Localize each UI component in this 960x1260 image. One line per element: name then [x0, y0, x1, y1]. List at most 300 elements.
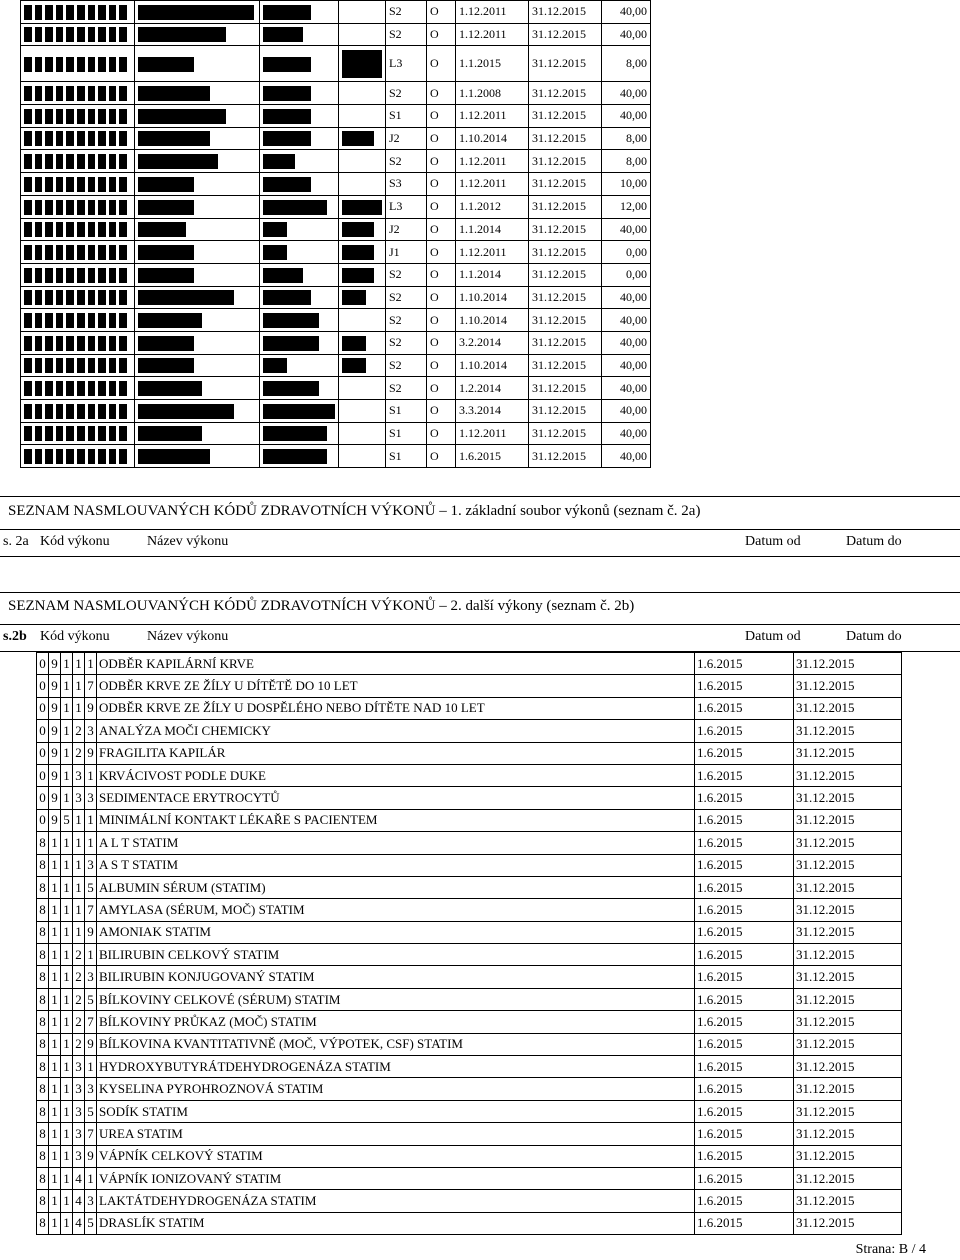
redacted-code: [21, 46, 135, 82]
redaction-block: [263, 426, 327, 441]
redacted-cell: [135, 150, 260, 173]
code-digit: 1: [73, 832, 85, 854]
staff-category: S2: [386, 150, 427, 173]
staff-date-from: 1.10.2014: [456, 309, 529, 332]
redacted-cell: [135, 263, 260, 286]
code-digit: 1: [61, 675, 73, 697]
staff-type: O: [427, 1, 456, 24]
redacted-cell: [260, 105, 339, 128]
table-row: [37, 944, 902, 966]
table-row: [37, 899, 902, 921]
staff-type: O: [427, 105, 456, 128]
redacted-code: [21, 286, 135, 309]
redacted-cell: [135, 127, 260, 150]
staff-type: O: [427, 354, 456, 377]
code-digit: 5: [85, 1212, 97, 1234]
redaction-block: [263, 200, 327, 215]
code-digit: 1: [73, 653, 85, 675]
code-digit: 2: [73, 944, 85, 966]
staff-date-to: 31.12.2015: [529, 195, 602, 218]
code-digit: 1: [49, 1190, 61, 1212]
staff-hours: 40,00: [602, 445, 651, 468]
redacted-code: [21, 263, 135, 286]
code-digit: 1: [49, 1123, 61, 1145]
code-digit: 8: [37, 944, 49, 966]
redaction-block: [138, 109, 226, 124]
procedure-name: DRASLÍK STATIM: [97, 1212, 695, 1234]
staff-category: S2: [386, 286, 427, 309]
staff-hours: 40,00: [602, 286, 651, 309]
code-digit: 1: [49, 1145, 61, 1167]
redaction-block: [263, 358, 287, 373]
staff-hours: 40,00: [602, 105, 651, 128]
code-digit: 1: [49, 1167, 61, 1189]
staff-category: S1: [386, 445, 427, 468]
code-digit: 1: [49, 1056, 61, 1078]
date-from: 1.6.2015: [695, 809, 794, 831]
table-row: [37, 742, 902, 764]
redacted-cell: [260, 445, 339, 468]
redacted-cell: [135, 1, 260, 24]
redacted-cell: [339, 127, 386, 150]
staff-hours: 40,00: [602, 1, 651, 24]
code-digit: 3: [73, 1100, 85, 1122]
section-2b-col-nazev: Název výkonu: [147, 629, 229, 644]
redacted-cell: [260, 286, 339, 309]
staff-date-from: 1.10.2014: [456, 354, 529, 377]
redaction-block: [342, 290, 366, 305]
staff-date-to: 31.12.2015: [529, 1, 602, 24]
staff-date-from: 1.1.2014: [456, 263, 529, 286]
staff-date-to: 31.12.2015: [529, 46, 602, 82]
redacted-cell: [339, 23, 386, 46]
code-digit: 3: [73, 787, 85, 809]
redaction-block: [138, 86, 210, 101]
code-digit: 9: [49, 809, 61, 831]
redaction-block: [263, 27, 303, 42]
redacted-code: [21, 309, 135, 332]
staff-row: [21, 46, 651, 82]
procedure-name: VÁPNÍK IONIZOVANÝ STATIM: [97, 1167, 695, 1189]
staff-hours: 40,00: [602, 218, 651, 241]
redacted-cell: [339, 150, 386, 173]
redacted-cell: [260, 377, 339, 400]
date-from: 1.6.2015: [695, 832, 794, 854]
code-digit: 1: [49, 944, 61, 966]
staff-type: O: [427, 377, 456, 400]
redacted-cell: [260, 82, 339, 105]
staff-category: S2: [386, 82, 427, 105]
redaction-block: [263, 290, 311, 305]
code-digit: 1: [49, 966, 61, 988]
redacted-cell: [135, 173, 260, 196]
staff-category: S2: [386, 354, 427, 377]
staff-row: [21, 150, 651, 173]
staff-type: O: [427, 173, 456, 196]
staff-hours: 40,00: [602, 400, 651, 423]
date-from: 1.6.2015: [695, 1033, 794, 1055]
staff-row: [21, 286, 651, 309]
staff-type: O: [427, 23, 456, 46]
table-row: [37, 675, 902, 697]
date-from: 1.6.2015: [695, 1123, 794, 1145]
redacted-code: [21, 1, 135, 24]
redacted-cell: [135, 331, 260, 354]
code-digit: 1: [73, 899, 85, 921]
code-digit: 7: [85, 1011, 97, 1033]
redacted-cell: [260, 46, 339, 82]
redaction-block: [263, 313, 319, 328]
code-digit: 1: [73, 675, 85, 697]
staff-hours: 40,00: [602, 309, 651, 332]
code-digit: 8: [37, 832, 49, 854]
staff-date-from: 3.3.2014: [456, 400, 529, 423]
redaction-block: [263, 86, 311, 101]
table-row: [37, 921, 902, 943]
procedure-name: UREA STATIM: [97, 1123, 695, 1145]
staff-date-to: 31.12.2015: [529, 150, 602, 173]
code-digit: 0: [37, 787, 49, 809]
date-to: 31.12.2015: [794, 1167, 902, 1189]
table-row: [37, 1190, 902, 1212]
staff-category: S2: [386, 23, 427, 46]
staff-hours: 40,00: [602, 354, 651, 377]
code-digit: 1: [85, 653, 97, 675]
staff-date-from: 3.2.2014: [456, 331, 529, 354]
redacted-cell: [260, 173, 339, 196]
redacted-code: [21, 241, 135, 264]
code-digit: 2: [73, 720, 85, 742]
staff-row: [21, 173, 651, 196]
redaction-block: [342, 245, 374, 260]
redacted-cell: [260, 150, 339, 173]
table-row: [37, 720, 902, 742]
staff-category: L3: [386, 46, 427, 82]
staff-category: J2: [386, 127, 427, 150]
redacted-cell: [260, 23, 339, 46]
redaction-block: [138, 290, 234, 305]
procedure-name: VÁPNÍK CELKOVÝ STATIM: [97, 1145, 695, 1167]
redacted-cell: [339, 286, 386, 309]
redaction-block: [263, 5, 311, 20]
redacted-cell: [135, 82, 260, 105]
redacted-code: [21, 105, 135, 128]
staff-date-from: 1.1.2014: [456, 218, 529, 241]
procedure-name: FRAGILITA KAPILÁR: [97, 742, 695, 764]
redaction-block: [263, 404, 335, 419]
section-2a-col-s: s. 2a: [3, 534, 29, 549]
table-row: [37, 787, 902, 809]
procedure-name: ANALÝZA MOČI CHEMICKY: [97, 720, 695, 742]
redacted-cell: [260, 218, 339, 241]
code-digit: 8: [37, 1167, 49, 1189]
redacted-cell: [339, 195, 386, 218]
code-digit: 8: [37, 1078, 49, 1100]
table-row: [37, 1123, 902, 1145]
code-digit: 8: [37, 1056, 49, 1078]
code-digit: 0: [37, 653, 49, 675]
code-digit: 1: [61, 1212, 73, 1234]
procedure-name: BILIRUBIN KONJUGOVANÝ STATIM: [97, 966, 695, 988]
code-digit: 9: [85, 697, 97, 719]
redacted-code: [21, 445, 135, 468]
date-from: 1.6.2015: [695, 742, 794, 764]
staff-date-from: 1.10.2014: [456, 127, 529, 150]
staff-hours: 40,00: [602, 23, 651, 46]
staff-type: O: [427, 218, 456, 241]
code-digit: 4: [73, 1212, 85, 1234]
code-digit: 3: [73, 1078, 85, 1100]
table-row: [37, 1100, 902, 1122]
section-2a-top-rule: [0, 496, 960, 497]
staff-date-to: 31.12.2015: [529, 173, 602, 196]
staff-type: O: [427, 241, 456, 264]
table-row: [37, 764, 902, 786]
procedure-name: MINIMÁLNÍ KONTAKT LÉKAŘE S PACIENTEM: [97, 809, 695, 831]
date-from: 1.6.2015: [695, 653, 794, 675]
table-row: [37, 854, 902, 876]
staff-date-to: 31.12.2015: [529, 23, 602, 46]
staff-date-to: 31.12.2015: [529, 331, 602, 354]
date-from: 1.6.2015: [695, 966, 794, 988]
staff-row: [21, 331, 651, 354]
code-digit: 1: [61, 1078, 73, 1100]
table-row: [37, 876, 902, 898]
redaction-block: [263, 222, 287, 237]
redaction-block: [138, 313, 202, 328]
staff-category: J1: [386, 241, 427, 264]
section-2b-col-kod: Kód výkonu: [40, 629, 110, 644]
code-digit: 0: [37, 809, 49, 831]
procedure-name: BÍLKOVINA KVANTITATIVNĚ (MOČ, VÝPOTEK, CSF) STATIM: [97, 1033, 695, 1055]
staff-type: O: [427, 195, 456, 218]
date-to: 31.12.2015: [794, 742, 902, 764]
redaction-block: [138, 404, 234, 419]
code-digit: 5: [61, 809, 73, 831]
code-digit: 9: [49, 764, 61, 786]
code-digit: 1: [73, 697, 85, 719]
date-from: 1.6.2015: [695, 988, 794, 1010]
staff-date-from: 1.12.2011: [456, 173, 529, 196]
redacted-cell: [260, 331, 339, 354]
redacted-cell: [339, 400, 386, 423]
staff-hours: 40,00: [602, 331, 651, 354]
code-digit: 1: [61, 1123, 73, 1145]
code-digit: 9: [85, 1145, 97, 1167]
section-2b-mid-rule: [0, 624, 960, 625]
procedure-name: SODÍK STATIM: [97, 1100, 695, 1122]
date-to: 31.12.2015: [794, 1033, 902, 1055]
section-2b-col-do: Datum do: [846, 629, 902, 644]
redacted-cell: [339, 46, 386, 82]
redacted-cell: [135, 218, 260, 241]
date-to: 31.12.2015: [794, 675, 902, 697]
staff-hours: 8,00: [602, 46, 651, 82]
staff-date-to: 31.12.2015: [529, 241, 602, 264]
procedure-name: SEDIMENTACE ERYTROCYTŮ: [97, 787, 695, 809]
code-digit: 8: [37, 966, 49, 988]
redaction-block: [138, 449, 210, 464]
staff-type: O: [427, 309, 456, 332]
code-digit: 8: [37, 1100, 49, 1122]
procedure-name: KYSELINA PYROHROZNOVÁ STATIM: [97, 1078, 695, 1100]
date-from: 1.6.2015: [695, 854, 794, 876]
date-to: 31.12.2015: [794, 832, 902, 854]
redaction-block: [138, 57, 194, 72]
table-row: [37, 1145, 902, 1167]
code-digit: 1: [61, 876, 73, 898]
redacted-cell: [339, 422, 386, 445]
date-from: 1.6.2015: [695, 1056, 794, 1078]
code-digit: 9: [49, 675, 61, 697]
table-row: [37, 809, 902, 831]
redacted-cell: [260, 422, 339, 445]
section-2b-col-s: s.2b: [3, 629, 27, 644]
code-digit: 3: [85, 966, 97, 988]
redacted-cell: [339, 241, 386, 264]
staff-date-from: 1.2.2014: [456, 377, 529, 400]
code-digit: 3: [85, 720, 97, 742]
redacted-cell: [135, 195, 260, 218]
date-to: 31.12.2015: [794, 944, 902, 966]
staff-row: [21, 23, 651, 46]
code-digit: 0: [37, 720, 49, 742]
section-2b-table-body: [37, 653, 902, 1235]
redaction-block: [263, 177, 311, 192]
code-digit: 1: [61, 966, 73, 988]
code-digit: 1: [61, 1190, 73, 1212]
redacted-cell: [339, 82, 386, 105]
staff-hours: 12,00: [602, 195, 651, 218]
staff-hours: 40,00: [602, 377, 651, 400]
redacted-code: [21, 173, 135, 196]
staff-row: [21, 127, 651, 150]
code-digit: 1: [61, 944, 73, 966]
redaction-block: [138, 381, 202, 396]
redacted-cell: [260, 354, 339, 377]
redacted-cell: [260, 400, 339, 423]
code-digit: 1: [85, 944, 97, 966]
staff-type: O: [427, 422, 456, 445]
staff-type: O: [427, 331, 456, 354]
redacted-code: [21, 354, 135, 377]
table-row: [37, 966, 902, 988]
procedure-name: ODBĚR KAPILÁRNÍ KRVE: [97, 653, 695, 675]
redaction-block: [138, 27, 226, 42]
date-to: 31.12.2015: [794, 854, 902, 876]
section-2b-col-od: Datum od: [745, 629, 801, 644]
date-from: 1.6.2015: [695, 675, 794, 697]
code-digit: 2: [73, 966, 85, 988]
procedure-name: A S T STATIM: [97, 854, 695, 876]
section-2b-table: [36, 652, 902, 1235]
redaction-block: [138, 426, 202, 441]
staff-hours: 0,00: [602, 263, 651, 286]
date-from: 1.6.2015: [695, 787, 794, 809]
date-from: 1.6.2015: [695, 876, 794, 898]
code-digit: 1: [49, 921, 61, 943]
code-digit: 1: [61, 720, 73, 742]
code-digit: 8: [37, 921, 49, 943]
redaction-block: [138, 131, 210, 146]
date-to: 31.12.2015: [794, 653, 902, 675]
code-digit: 8: [37, 988, 49, 1010]
redacted-code: [21, 127, 135, 150]
staff-row: [21, 445, 651, 468]
code-digit: 2: [73, 988, 85, 1010]
date-to: 31.12.2015: [794, 988, 902, 1010]
redacted-cell: [339, 309, 386, 332]
staff-category: S1: [386, 422, 427, 445]
redacted-cell: [260, 195, 339, 218]
staff-hours: 40,00: [602, 422, 651, 445]
redacted-cell: [260, 241, 339, 264]
code-digit: 3: [73, 1056, 85, 1078]
code-digit: 1: [49, 876, 61, 898]
date-to: 31.12.2015: [794, 1190, 902, 1212]
procedure-name: BILIRUBIN CELKOVÝ STATIM: [97, 944, 695, 966]
date-from: 1.6.2015: [695, 1100, 794, 1122]
staff-date-to: 31.12.2015: [529, 286, 602, 309]
staff-hours: 0,00: [602, 241, 651, 264]
staff-type: O: [427, 286, 456, 309]
redacted-cell: [135, 400, 260, 423]
code-digit: 7: [85, 675, 97, 697]
redaction-block: [263, 245, 287, 260]
procedure-name: HYDROXYBUTYRÁTDEHYDROGENÁZA STATIM: [97, 1056, 695, 1078]
staff-date-from: 1.12.2011: [456, 241, 529, 264]
redaction-block: [138, 5, 254, 20]
redaction-block: [342, 131, 374, 146]
procedure-name: BÍLKOVINY PRŮKAZ (MOČ) STATIM: [97, 1011, 695, 1033]
staff-category: S1: [386, 105, 427, 128]
redaction-block: [263, 449, 327, 464]
redaction-block: [263, 57, 311, 72]
table-row: [37, 1056, 902, 1078]
staff-table: [20, 0, 651, 468]
redacted-cell: [339, 445, 386, 468]
redacted-code: [21, 377, 135, 400]
code-digit: 1: [85, 809, 97, 831]
date-from: 1.6.2015: [695, 697, 794, 719]
code-digit: 1: [73, 921, 85, 943]
code-digit: 7: [85, 1123, 97, 1145]
staff-category: S2: [386, 377, 427, 400]
staff-row: [21, 422, 651, 445]
procedure-name: AMYLASA (SÉRUM, MOČ) STATIM: [97, 899, 695, 921]
code-digit: 1: [61, 787, 73, 809]
code-digit: 1: [61, 1011, 73, 1033]
redaction-block: [342, 200, 382, 215]
redaction-block: [263, 336, 319, 351]
code-digit: 9: [49, 653, 61, 675]
table-row: [37, 1033, 902, 1055]
code-digit: 1: [73, 876, 85, 898]
redacted-cell: [260, 309, 339, 332]
redacted-cell: [135, 23, 260, 46]
code-digit: 1: [61, 1033, 73, 1055]
date-to: 31.12.2015: [794, 876, 902, 898]
code-digit: 9: [85, 742, 97, 764]
code-digit: 3: [85, 1190, 97, 1212]
staff-date-to: 31.12.2015: [529, 445, 602, 468]
staff-category: S2: [386, 309, 427, 332]
code-digit: 5: [85, 988, 97, 1010]
table-row: [37, 1167, 902, 1189]
table-row: [37, 653, 902, 675]
date-to: 31.12.2015: [794, 1078, 902, 1100]
staff-type: O: [427, 445, 456, 468]
